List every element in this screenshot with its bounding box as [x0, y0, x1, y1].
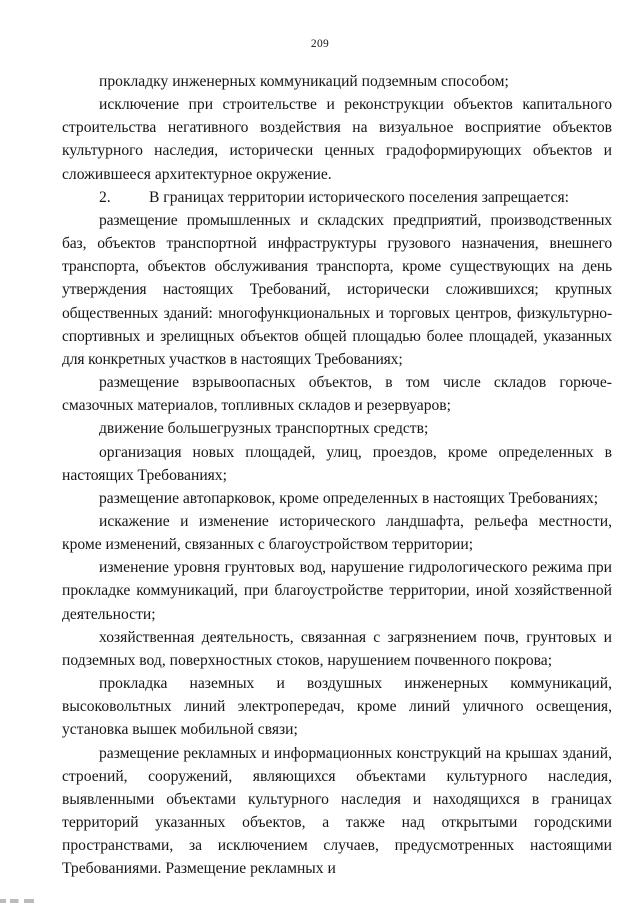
item-text: В границах территории исторического поселения запрещается:: [149, 188, 569, 206]
paragraph: искажение и изменение исторического ландшафта, рельефа местности, кроме изменений, связанных с благоустройством территории;: [62, 512, 612, 554]
paragraph: хозяйственная деятельность, связанная с загрязнением почв, грунтовых и подземных вод, поверхностных стоков, нарушением почвенного покрова;: [62, 628, 612, 669]
paragraph: размещение взрывоопасных объектов, в том числе складов горюче-смазочных материалов, топливных складов и резервуаров;: [62, 374, 612, 415]
scan-edge-mark: [0, 899, 34, 903]
page-number: 209: [310, 38, 330, 50]
paragraph: прокладку инженерных коммуникаций подземным способом;: [99, 73, 509, 90]
paragraph: размещение автопарковок, кроме определенных в настоящих Требованиях;: [99, 489, 599, 507]
paragraph: исключение при строительстве и реконструкции объектов капитального строительства негативного воздействия на визуальное восприятие объектов культурного наследия, исторически ценных градоформирующих объектов и сложившееся архитектурное окружение.: [62, 96, 612, 183]
paragraph: изменение уровня грунтовых вод, нарушение гидрологического режима при прокладке коммуникаций, при благоустройстве территории, иной хозяйственной деятельности;: [62, 559, 612, 623]
paragraph: движение большегрузных транспортных средств;: [99, 420, 429, 438]
paragraph: прокладка наземных и воздушных инженерных коммуникаций, высоковольтных линий электропередач, кроме линий уличного освещения, установка вышек мобильной связи;: [62, 675, 612, 739]
paragraph: организация новых площадей, улиц, проездов, кроме определенных в настоящих Требованиях;: [62, 443, 612, 484]
paragraph: размещение рекламных и информационных конструкций на крышах зданий, строений, сооружений, являющихся объектами культурного наследия, выявленными объектами культурного наследия и находящихся в границах территорий указанных объектов, а также над открытыми городскими пространствами, за исключением случаев, предусмотренных настоящими Требованиями. Размещение рекламных и: [62, 744, 612, 878]
paragraph: размещение промышленных и складских предприятий, производственных баз, объектов транспортной инфраструктуры грузового назначения, внешнего транспорта, объектов обслуживания транспорта, кроме существующих на день утверждения настоящих Требований, исторически сложившихся; крупных общественных зданий: многофункциональных и торговых центров, физкультурно-спортивных и зрелищных объектов общей площадью более площадей, указанных для конкретных участков в настоящих Требованиях;: [62, 211, 612, 368]
numbered-item: [62, 186, 612, 209]
document-body: [62, 70, 612, 880]
item-number: 2.: [99, 188, 111, 206]
